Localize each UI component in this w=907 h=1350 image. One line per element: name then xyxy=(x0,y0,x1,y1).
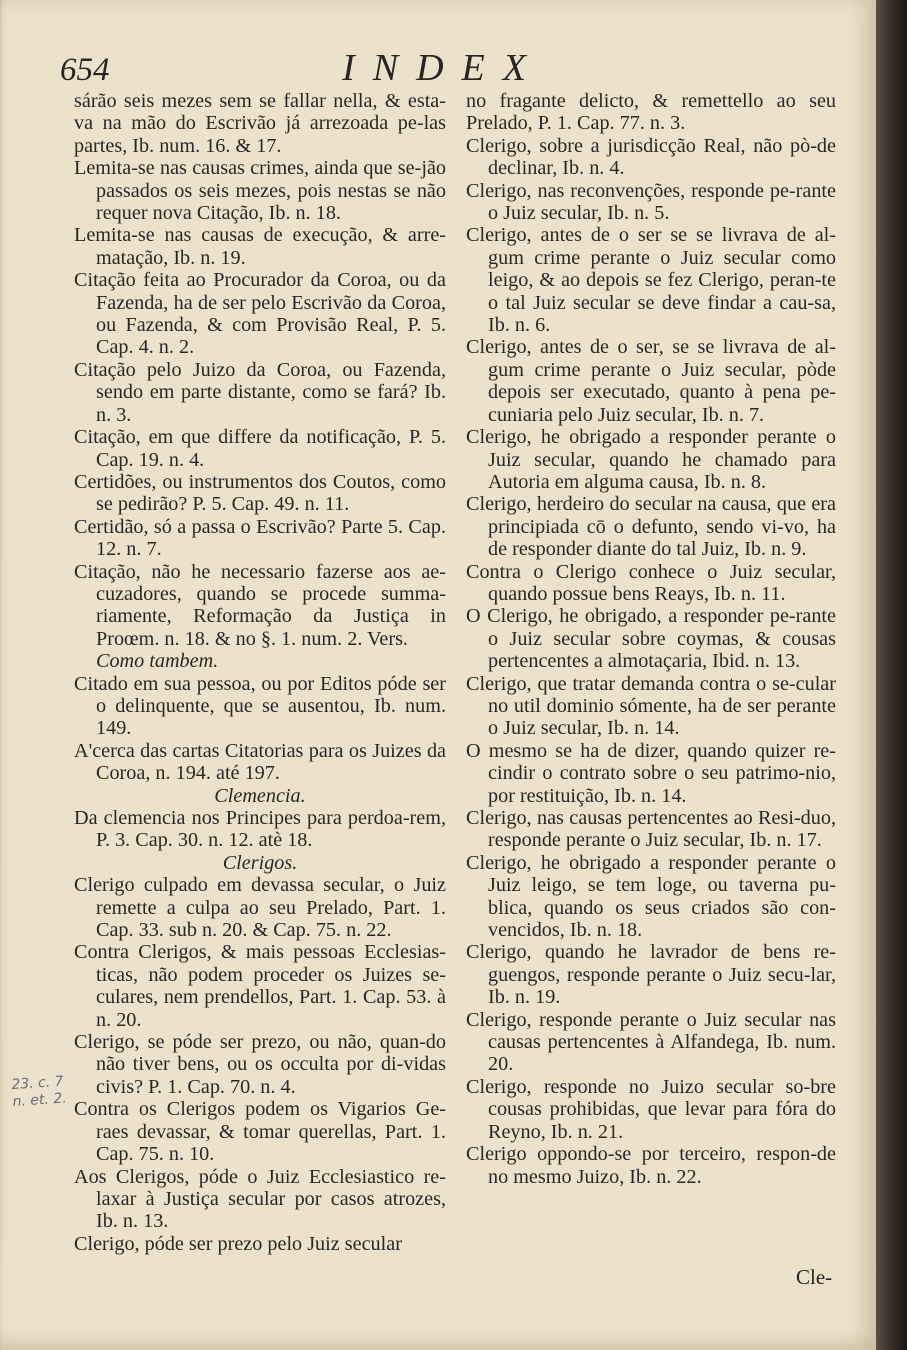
entry-continuation: no fragante delicto, & remettello ao seu Prelado, P. 1. Cap. 77. n. 3. xyxy=(466,90,836,135)
index-entry: O mesmo se ha de dizer, quando quizer re-cindir o contrato sobre o seu patrimo-nio, por restituição, Ib. n. 14. xyxy=(466,739,836,807)
section-heading: Clemencia. xyxy=(214,784,306,807)
index-entry: Clerigo, antes de o ser, se se livrava de al-gum crime perante o Juiz secular, pòde depois ser executado, quanto à pena pe-cuniaria pelo Juiz secular, Ib. n. 7. xyxy=(466,336,836,426)
index-entry: Citação feita ao Procurador da Coroa, ou da Fazenda, ha de ser pelo Escrivão da Coroa, ou Fazenda, & com Provisão Real, P. 5. Cap. 4. n. 2. xyxy=(74,269,446,359)
running-head: INDEX xyxy=(342,47,544,89)
index-entry: Certidão, só a passa o Escrivão? Parte 5. Cap. 12. n. 7. xyxy=(74,515,446,561)
index-entry: Clerigo, nas reconvenções, responde pe-rante o Juiz secular, Ib. n. 5. xyxy=(466,179,836,225)
index-entry: Citação, não he necessario fazerse aos ae-cuzadores, quando se procede summa-riamente, Reformação da Justiça in Proœm. n. 18. & no §. 1. num. 2. Vers. xyxy=(74,560,446,650)
index-entry: Contra Clerigos, & mais pessoas Ecclesias-ticas, não podem proceder os Juizes se-culares, nem prendellos, Part. 1. Cap. 53. à n. 20. xyxy=(74,941,446,1031)
index-entry: Clerigo, póde ser prezo pelo Juiz secular xyxy=(74,1232,402,1255)
index-entry: Certidões, ou instrumentos dos Coutos, como se pedirão? P. 5. Cap. 49. n. 11. xyxy=(74,470,446,516)
index-entry: Clerigo, herdeiro do secular na causa, que era principiada cō o defunto, sendo vi-vo, ha de responder diante do tal Juiz, Ib. n. 9. xyxy=(466,493,836,561)
index-entry: Clerigo, sobre a jurisdicção Real, não pò-de declinar, Ib. n. 4. xyxy=(466,134,836,180)
index-entry: Clerigo, he obrigado a responder perante o Juiz leigo, se tem loge, ou taverna pu-blica, quando os seus criados são con-vencidos, Ib. n. 18. xyxy=(466,851,836,942)
index-entry: O Clerigo, he obrigado, a responder pe-rante o Juiz secular sobre coymas, & cousas pertencentes a almotaçaria, Ibid. n. 13. xyxy=(466,605,836,673)
page-edge-shadow xyxy=(0,0,2,1350)
index-entry: Clerigo oppondo-se por terceiro, respon-de no mesmo Juizo, Ib. n. 22. xyxy=(466,1143,836,1188)
index-entry: Clerigo, quando he lavrador de bens re-guengos, responde perante o Juiz secu-lar, Ib. n. 19. xyxy=(466,941,836,1009)
catchword: Cle- xyxy=(796,1265,833,1289)
page-number: 654 xyxy=(60,52,110,88)
index-entry: Clerigo culpado em devassa secular, o Juiz remette a culpa ao seu Prelado, Part. 1. Cap. 33. sub n. 20. & Cap. 75. n. 22. xyxy=(74,874,446,942)
entry-continuation: sárão seis mezes sem se fallar nella, & esta-va na mão do Escrivão já arrezoada pe-las partes, Ib. num. 16. & 17. xyxy=(74,90,446,157)
index-entry: Clerigo, se póde ser prezo, ou não, quan-do não tiver bens, ou os occulta por di-vidas civis? P. 1. Cap. 70. n. 4. xyxy=(74,1031,446,1098)
index-entry: Contra os Clerigos podem os Vigarios Ge-raes devassar, & tomar querellas, Part. 1. Cap. 75. n. 10. xyxy=(74,1098,446,1166)
index-entry: Citação, em que differe da notificação, P. 5. Cap. 19. n. 4. xyxy=(74,426,446,471)
book-gutter-edge xyxy=(876,0,907,1350)
handwritten-margin-note: 23. c. 7 n. et. 2. xyxy=(10,1073,68,1111)
italic-reference: Como tambem. xyxy=(96,650,219,673)
section-heading: Clerigos. xyxy=(222,851,298,874)
index-entry: Contra o Clerigo conhece o Juiz secular, quando possue bens Reays, Ib. n. 11. xyxy=(466,560,836,605)
index-entry: Aos Clerigos, póde o Juiz Ecclesiastico re-laxar à Justiça secular por casos atrozes, Ib. n. 13. xyxy=(74,1165,446,1233)
left-column xyxy=(74,90,446,1255)
index-entry: Clerigo, responde perante o Juiz secular nas causas pertencentes à Alfandega, Ib. num. 20. xyxy=(466,1008,836,1076)
index-entry: Clerigo, que tratar demanda contra o se-cular no util dominio sómente, ha de ser perante o Juiz secular, Ib. n. 14. xyxy=(466,672,836,740)
index-entry: Citado em sua pessoa, ou por Editos póde ser o delinquente, que se ausentou, Ib. num. 149. xyxy=(74,672,446,740)
index-entry: Clerigo, he obrigado a responder perante o Juiz secular, quando he chamado para Autoria em alguma causa, Ib. n. 8. xyxy=(466,426,836,493)
index-entry: Citação pelo Juizo da Coroa, ou Fazenda, sendo em parte distante, como se fará? Ib. n. 3. xyxy=(74,358,446,426)
right-column xyxy=(466,90,836,1188)
index-entry: Da clemencia nos Principes para perdoa-rem, P. 3. Cap. 30. n. 12. atè 18. xyxy=(74,807,446,852)
index-entry: Clerigo, responde no Juizo secular so-bre cousas prohibidas, que levar para fóra do Reyno, Ib. n. 21. xyxy=(466,1075,836,1143)
index-entry: Clerigo, nas causas pertencentes ao Resi-duo, responde perante o Juiz secular, Ib. n. 17. xyxy=(466,807,836,852)
index-entry: Lemita-se nas causas crimes, ainda que se-jão passados os seis mezes, pois nestas se não requer nova Citação, Ib. n. 18. xyxy=(74,157,446,225)
index-entry: Clerigo, antes de o ser se se livrava de al-gum crime perante o Juiz secular como leigo, & ao depois se fez Clerigo, peran-te o tal Juiz secular se deve findar a cau-sa, Ib. n. 6. xyxy=(466,224,836,337)
index-entry: Lemita-se nas causas de execução, & arre-matação, Ib. n. 19. xyxy=(74,224,446,269)
index-entry: A'cerca das cartas Citatorias para os Juizes da Coroa, n. 194. até 197. xyxy=(74,739,446,785)
